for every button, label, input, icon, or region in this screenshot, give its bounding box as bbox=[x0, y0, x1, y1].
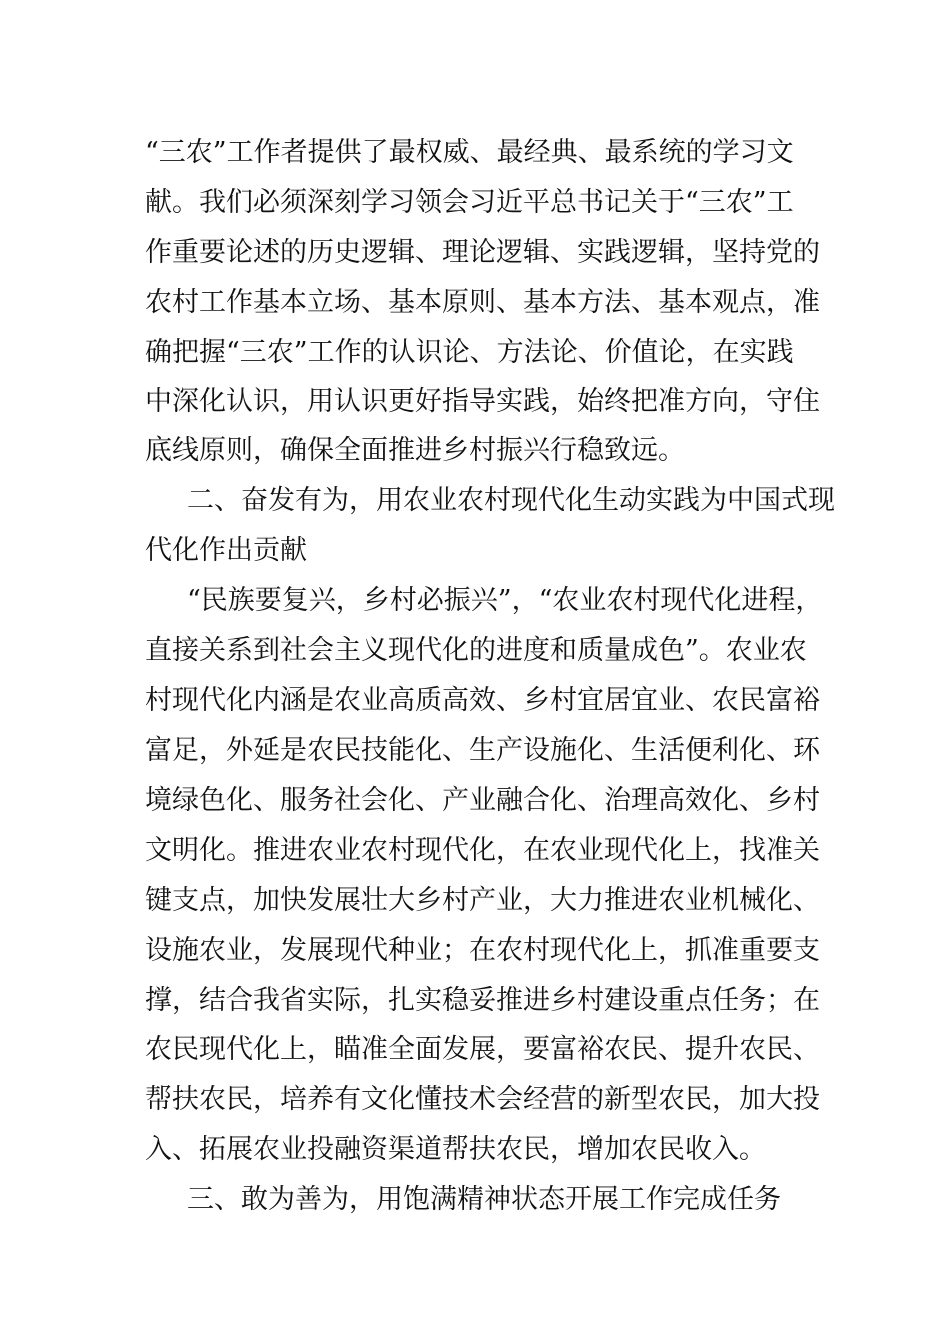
text-line: 底线原则，确保全面推进乡村振兴行稳致远。 bbox=[145, 435, 685, 466]
section-heading: 二、奋发有为，用农业农村现代化生动实践为中国式现 bbox=[187, 485, 835, 516]
text-line: “民族要复兴，乡村必振兴”，“农业农村现代化进程， bbox=[187, 585, 823, 616]
text-line: 入、拓展农业投融资渠道帮扶农民，增加农民收入。 bbox=[145, 1134, 766, 1165]
text-line: 作重要论述的历史逻辑、理论逻辑、实践逻辑，坚持党的 bbox=[145, 237, 820, 268]
text-line: 帮扶农民，培养有文化懂技术会经营的新型农民，加大投 bbox=[145, 1084, 820, 1115]
text-line: 设施农业，发展现代种业；在农村现代化上，抓准重要支 bbox=[145, 935, 820, 966]
text-line: 农民现代化上，瞄准全面发展，要富裕农民、提升农民、 bbox=[145, 1034, 820, 1065]
text-line: 中深化认识，用认识更好指导实践，始终把准方向，守住 bbox=[145, 386, 820, 417]
text-line: 文明化。推进农业农村现代化，在农业现代化上，找准关 bbox=[145, 835, 820, 866]
text-line: 直接关系到社会主义现代化的进度和质量成色”。农业农 bbox=[145, 635, 807, 666]
text-line: 献。我们必须深刻学习领会习近平总书记关于“三农”工 bbox=[145, 187, 794, 218]
text-line: 村现代化内涵是农业高质高效、乡村宜居宜业、农民富裕 bbox=[145, 685, 820, 716]
text-line: 确把握“三农”工作的认识论、方法论、价值论，在实践 bbox=[145, 337, 794, 368]
text-line: 富足，外延是农民技能化、生产设施化、生活便利化、环 bbox=[145, 735, 820, 766]
text-line: 境绿色化、服务社会化、产业融合化、治理高效化、乡村 bbox=[145, 785, 820, 816]
text-line: 键支点，加快发展壮大乡村产业，大力推进农业机械化、 bbox=[145, 885, 820, 916]
section-heading-continued: 代化作出贡献 bbox=[145, 535, 307, 566]
section-heading: 三、敢为善为，用饱满精神状态开展工作完成任务 bbox=[187, 1184, 781, 1215]
text-line: “三农”工作者提供了最权威、最经典、最系统的学习文 bbox=[145, 137, 794, 168]
text-line: 农村工作基本立场、基本原则、基本方法、基本观点，准 bbox=[145, 287, 820, 318]
text-line: 撑，结合我省实际，扎实稳妥推进乡村建设重点任务；在 bbox=[145, 985, 820, 1016]
